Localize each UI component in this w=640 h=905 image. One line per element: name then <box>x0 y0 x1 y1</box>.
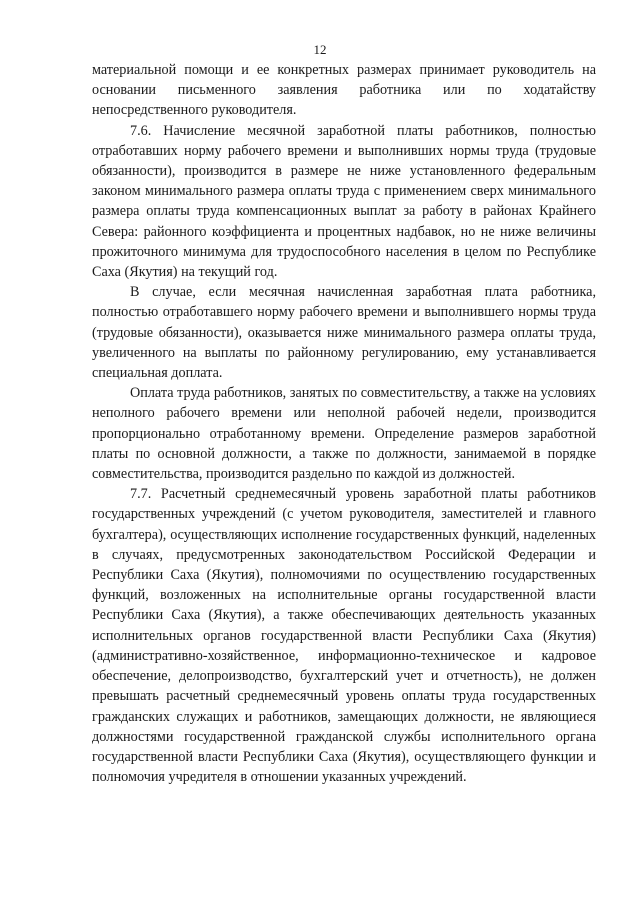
paragraph-special-supplement: В случае, если месячная начисленная заработная плата работника, полностью отработавшего норму рабочего времени и выполнившего нормы труда (трудовые обязанности), оказывается ниже минимального размера оплаты труда, увеличенного на выплаты по районному регулированию, ему устанавливается специальная доплата. <box>92 284 596 382</box>
paragraph-continuation: материальной помощи и ее конкретных размерах принимает руководитель на основании письменного заявления работника или по ходатайству непосредственного руководителя. <box>92 62 596 119</box>
paragraph-7-7: 7.7. Расчетный среднемесячный уровень заработной платы работников государственных учреждений (с учетом руководителя, заместителей и главного бухгалтера), осуществляющих исполнение государственных функций, наделенных в случаях, предусмотренных законодательством Российской Федерации и Республики Саха (Якутия), полномочиями по осуществлению государственных функций, возложенных на исполнительные органы государственной власти Республики Саха (Якутия), а также обеспечивающих деятельность указанных исполнительных органов государственной власти Республики Саха (Якутия) (административно-хозяйственное, информационно-техническое и кадровое обеспечение, делопроизводство, бухгалтерский учет и отчетность), не должен превышать расчетный среднемесячный уровень оплаты труда государственных гражданских служащих и работников, замещающих должности, не являющиеся должностями государственной гражданской службы исполнительного органа государственной власти Республики Саха (Якутия), осуществляющего функции и полномочия учредителя в отношении указанных учреждений. <box>92 486 596 786</box>
document-body <box>92 60 596 787</box>
paragraph-part-time-pay: Оплата труда работников, занятых по совместительству, а также на условиях неполного рабочего времени или неполной рабочей недели, производится пропорционально отработанному времени. Определение размеров заработной платы по основной должности, а также по должности, занимаемой в порядке совместительства, производится раздельно по каждой из должностей. <box>92 385 596 483</box>
page-number: 12 <box>313 42 327 57</box>
paragraph-7-6: 7.6. Начисление месячной заработной платы работников, полностью отработавших норму рабочего времени и выполнивших нормы труда (трудовые обязанности), производится в размере не ниже установленного федеральным законом минимального размера оплаты труда с применением сверх минимального размера оплаты труда компенсационных выплат за работу в районах Крайнего Севера: районного коэффициента и процентных надбавок, но не ниже величины прожиточного минимума для трудоспособного населения в целом по Республике Саха (Якутия) на текущий год. <box>92 122 596 281</box>
